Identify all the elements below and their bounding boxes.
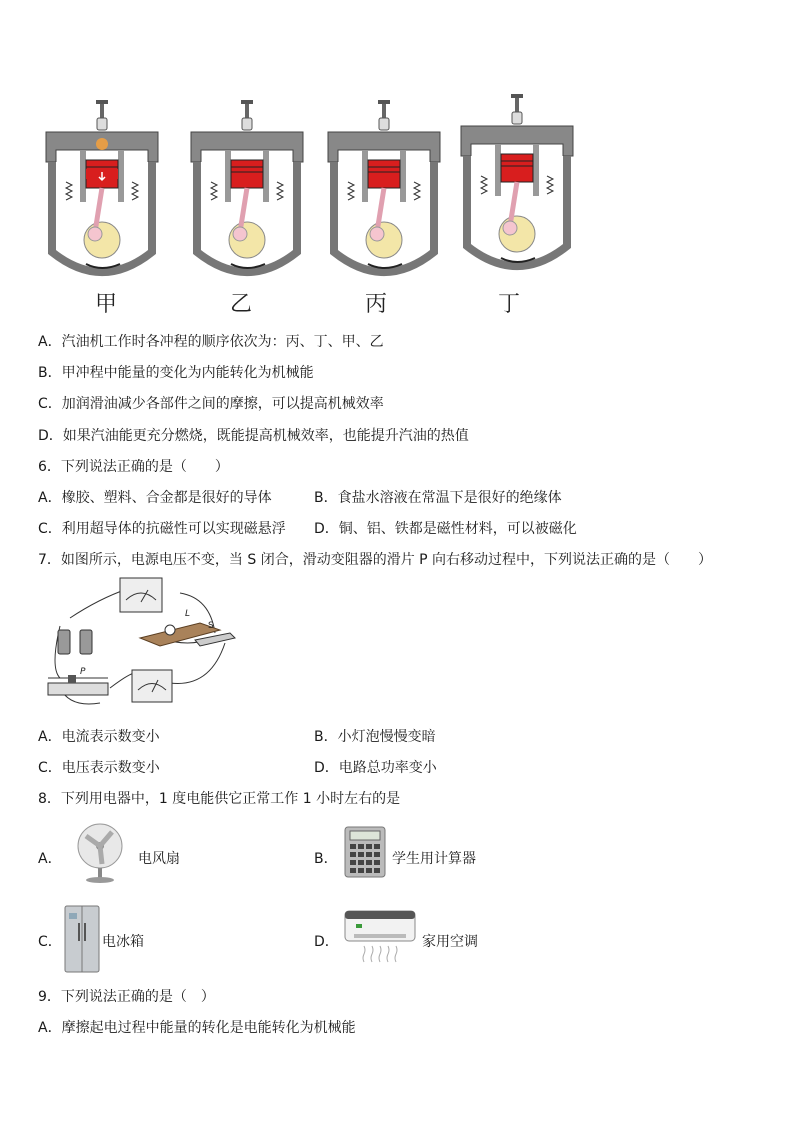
q6-option-d: D．铜、铝、铁都是磁性材料，可以被磁化 [314, 521, 577, 537]
air-conditioner-icon [344, 910, 416, 968]
engine-stroke-diagram [40, 92, 570, 317]
q7-option-a: A．电流表示数变小 [38, 729, 160, 745]
q7-option-c: C．电压表示数变小 [38, 760, 160, 776]
q8-option-b-letter: B． [314, 851, 338, 867]
q5-option-b: B．甲冲程中能量的变化为内能转化为机械能 [38, 365, 314, 381]
engine-label-bing: 丙 [365, 292, 388, 317]
q8-option-a-letter: A． [38, 851, 62, 867]
q8-option-d-letter: D． [314, 934, 339, 950]
engine-label-jia: 甲 [95, 292, 118, 317]
circuit-label-s: S [208, 621, 214, 631]
q6-option-c: C．利用超导体的抗磁性可以实现磁悬浮 [38, 521, 286, 537]
engine-label-yi: 乙 [230, 292, 253, 317]
q8-option-c-letter: C． [38, 934, 62, 950]
q9-stem: 9．下列说法正确的是（ ） [38, 989, 215, 1005]
q7-option-b: B．小灯泡慢慢变暗 [314, 729, 436, 745]
q7-option-d: D．电路总功率变小 [314, 760, 437, 776]
q5-option-d: D．如果汽油能更充分燃烧，既能提高机械效率，也能提升汽油的热值 [38, 428, 469, 444]
q8-option-d-name: 家用空调 [422, 934, 478, 950]
calculator-icon [344, 826, 386, 878]
circuit-label-l: L [185, 609, 191, 619]
q5-option-c: C．加润滑油减少各部件之间的摩擦，可以提高机械效率 [38, 396, 384, 412]
circuit-label-p: P [80, 667, 86, 677]
q6-stem: 6．下列说法正确的是（ ） [38, 459, 229, 475]
q8-option-a-name: 电风扇 [138, 851, 180, 867]
engine-label-ding: 丁 [498, 292, 521, 317]
q6-option-a: A．橡胶、塑料、合金都是很好的导体 [38, 490, 272, 506]
q6-option-b: B．食盐水溶液在常温下是很好的绝缘体 [314, 490, 562, 506]
q5-option-a: A．汽油机工作时各冲程的顺序依次为：丙、丁、甲、乙 [38, 334, 384, 350]
q8-stem: 8．下列用电器中，1 度电能供它正常工作 1 小时左右的是 [38, 791, 401, 807]
q8-option-c-name: 电冰箱 [102, 934, 144, 950]
q7-stem: 7．如图所示，电源电压不变，当 S 闭合，滑动变阻器的滑片 P 向右移动过程中，下列说法正确的是（ ） [38, 552, 713, 568]
q8-option-b-name: 学生用计算器 [392, 851, 476, 867]
electric-fan-icon [70, 820, 130, 885]
circuit-diagram [40, 578, 240, 718]
q9-option-a: A．摩擦起电过程中能量的转化是电能转化为机械能 [38, 1020, 356, 1036]
refrigerator-icon [64, 905, 100, 973]
